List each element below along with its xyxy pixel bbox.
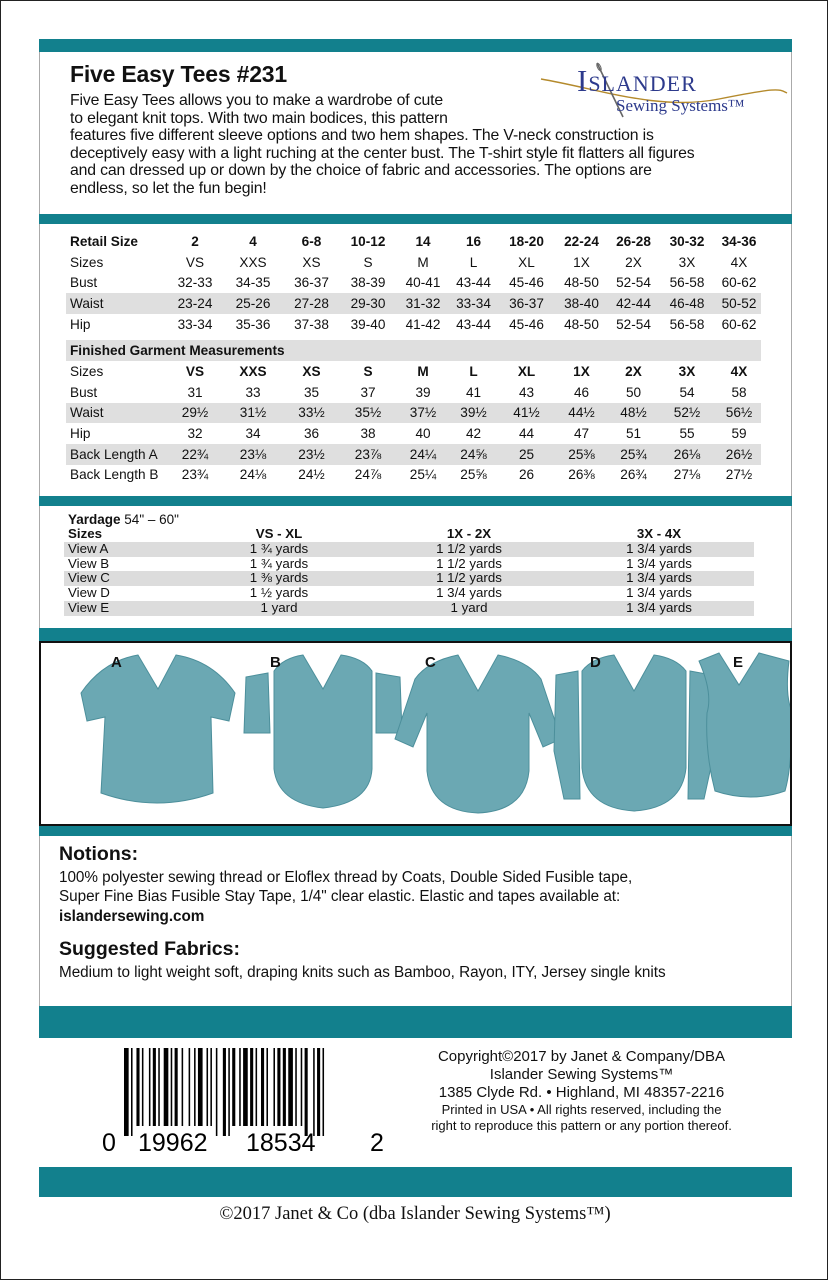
yardage-body — [64, 527, 754, 616]
finished-garment-title: Finished Garment Measurements — [66, 340, 761, 361]
table-cell: 46-48 — [657, 293, 713, 314]
table-cell: 1 3/4 yards — [436, 585, 502, 601]
table-cell: 32 — [187, 426, 203, 442]
table-cell: 23¾ — [181, 467, 209, 483]
table-row — [66, 252, 761, 273]
view-c-shirt — [395, 655, 561, 813]
table-cell: 50-52 — [713, 293, 761, 314]
islander-logo — [539, 59, 789, 121]
intro-line: deceptively easy with a light ruching at the center bust. The T-shirt style fit flatters all figures — [70, 144, 695, 162]
barcode-digits-left: 19962 — [138, 1129, 208, 1157]
table-cell: 48-50 — [564, 316, 599, 332]
table-cell: XS — [302, 254, 321, 270]
row-label: Bust — [70, 275, 98, 291]
table-cell: 39½ — [447, 403, 496, 424]
table-cell: 36-37 — [294, 275, 329, 291]
barcode-bar — [243, 1048, 248, 1126]
fabric-width: 54" – 60" — [124, 512, 179, 527]
band-4 — [39, 628, 792, 641]
table-cell: 1 1/2 yards — [436, 555, 502, 571]
notions-heading: Notions: — [59, 843, 139, 865]
table-cell: 23⅞ — [337, 444, 395, 465]
table-cell: 2X — [625, 363, 642, 379]
table-cell: 36-37 — [496, 293, 553, 314]
table-cell: XL — [517, 363, 536, 379]
table-cell: 50 — [625, 384, 642, 400]
table-cell: 1 3/4 yards — [626, 555, 692, 571]
table-cell: 1 3/4 yards — [564, 571, 754, 586]
table-row — [66, 382, 761, 403]
table-cell: 26½ — [713, 444, 761, 465]
table-cell: 31-32 — [395, 293, 447, 314]
table-cell: 2 — [191, 233, 199, 249]
table-row — [66, 272, 761, 293]
table-cell: 1X - 2X — [446, 526, 492, 541]
barcode-bar — [283, 1048, 286, 1126]
table-cell: 24¼ — [395, 444, 447, 465]
copyright-line: Islander Sewing Systems™ — [489, 1066, 674, 1083]
table-cell: 1 yard — [184, 601, 374, 616]
table-row — [66, 403, 761, 424]
barcode-bar — [136, 1048, 139, 1126]
rights-line: right to reproduce this pattern or any portion thereof. — [431, 1118, 732, 1133]
table-cell: 56-58 — [669, 316, 705, 332]
table-cell: 31½ — [220, 403, 282, 424]
table-cell: 35-36 — [235, 316, 271, 332]
barcode-bar — [232, 1048, 235, 1126]
table-cell: 44½ — [553, 403, 606, 424]
yardage-table — [64, 527, 754, 616]
table-cell: 24⅝ — [447, 444, 496, 465]
table-cell: 1X — [573, 254, 590, 270]
table-cell: 6-8 — [301, 233, 322, 249]
barcode-bar — [250, 1048, 253, 1126]
yardage-heading — [68, 512, 179, 527]
table-cell: M — [417, 254, 429, 270]
row-label: Hip — [70, 426, 91, 442]
table-cell: XS — [302, 363, 321, 379]
table-cell: 1 ½ yards — [249, 585, 309, 601]
table-cell: 52½ — [657, 403, 713, 424]
barcode-bar — [256, 1048, 258, 1126]
intro-line: features five different sleeve options and two hem shapes. The V-neck construction is — [70, 127, 654, 145]
table-cell: 1 ¾ yards — [249, 555, 309, 571]
table-cell: 45-46 — [509, 316, 544, 332]
table-cell: 37½ — [395, 403, 447, 424]
table-cell: 4X — [730, 363, 748, 379]
table-cell: VS — [185, 254, 205, 270]
table-cell: 43 — [518, 384, 535, 400]
table-cell: M — [417, 363, 429, 379]
notions-line: Super Fine Bias Fusible Stay Tape, 1/4" clear elastic. Elastic and tapes available at: — [59, 888, 621, 906]
view-label-c: C — [425, 654, 436, 671]
barcode-bar — [228, 1048, 230, 1136]
table-cell: 35 — [303, 384, 320, 400]
band-5 — [39, 826, 792, 836]
table-cell: 23½ — [282, 444, 337, 465]
table-cell: 3X - 4X — [636, 526, 682, 541]
table-row — [66, 231, 761, 252]
view-label-e: E — [733, 654, 744, 671]
pattern-title: Five Easy Tees #231 — [70, 61, 287, 87]
row-label: View D — [68, 585, 110, 601]
table-cell: 45-46 — [509, 275, 544, 291]
row-label: Back Length B — [70, 467, 159, 483]
top-band — [39, 39, 792, 52]
table-cell: 52-54 — [616, 275, 651, 291]
table-cell: 41½ — [496, 403, 553, 424]
table-row — [66, 293, 761, 314]
table-cell: 44 — [518, 426, 535, 442]
table-cell: 1 3/4 yards — [626, 585, 692, 601]
table-cell: VS — [185, 363, 205, 379]
table-cell: 42-44 — [606, 293, 657, 314]
table-cell: 27⅛ — [673, 467, 701, 483]
table-cell: L — [469, 254, 478, 270]
barcode-bar — [198, 1048, 203, 1126]
view-label-b: B — [270, 654, 281, 671]
table-cell: 51 — [625, 426, 642, 442]
table-cell: L — [469, 363, 478, 379]
table-cell: 39-40 — [350, 316, 386, 332]
table-cell: 25¾ — [606, 444, 657, 465]
table-cell: XXS — [239, 363, 267, 379]
table-cell: 30-32 — [669, 233, 705, 249]
band-3 — [39, 496, 792, 506]
table-cell: 26-28 — [616, 233, 651, 249]
table-row — [66, 423, 761, 444]
barcode-bar — [194, 1048, 196, 1126]
table-row — [64, 586, 754, 601]
table-cell: VS - XL — [255, 526, 303, 541]
table-cell: 60-62 — [721, 275, 757, 291]
table-cell: 33 — [245, 384, 261, 400]
table-cell: 27½ — [725, 467, 753, 483]
barcode-bar — [216, 1048, 218, 1136]
table-cell: 29-30 — [337, 293, 395, 314]
barcode-bar — [158, 1048, 160, 1126]
measurements-table — [66, 231, 761, 485]
table-cell: 38 — [360, 426, 376, 442]
table-cell: 41 — [465, 384, 482, 400]
table-cell: 4X — [730, 254, 748, 270]
table-cell: 29½ — [166, 403, 220, 424]
logo-word-islander: Islander — [577, 63, 697, 98]
garment-views-panel — [39, 641, 792, 826]
table-cell: 39 — [415, 384, 431, 400]
table-cell: 24⅞ — [354, 467, 382, 483]
barcode-bar — [239, 1048, 241, 1126]
table-cell: 10-12 — [350, 233, 386, 249]
garment-illustrations — [41, 643, 790, 824]
table-row — [66, 361, 761, 382]
row-label: Back Length A — [66, 444, 166, 465]
barcode-bar — [266, 1048, 268, 1126]
row-label: Retail Size — [70, 233, 138, 249]
barcode-bar — [124, 1048, 129, 1136]
table-cell: 1 ⅜ yards — [184, 571, 374, 586]
table-cell: XL — [518, 254, 535, 270]
table-cell: 26⅛ — [657, 444, 713, 465]
table-cell: 4 — [249, 233, 257, 249]
table-cell: 58 — [731, 384, 747, 400]
table-cell: 46 — [573, 384, 590, 400]
row-label: Sizes — [70, 254, 104, 270]
view-e-shirt — [699, 653, 790, 797]
page-footer: ©2017 Janet & Co (dba Islander Sewing Systems™) — [219, 1204, 611, 1224]
table-row — [64, 601, 754, 616]
table-cell: 1X — [573, 363, 590, 379]
row-label: Sizes — [70, 363, 104, 379]
fabrics-text: Medium to light weight soft, draping knits such as Bamboo, Rayon, ITY, Jersey single knits — [59, 964, 666, 982]
table-cell: 23-24 — [166, 293, 220, 314]
table-cell: 25⅝ — [460, 467, 487, 483]
table-cell: 59 — [731, 426, 747, 442]
barcode-bar — [153, 1048, 156, 1126]
address-line: 1385 Clyde Rd. • Highland, MI 48357-2216 — [438, 1084, 725, 1101]
row-label: Hip — [70, 316, 91, 332]
barcode-bar — [323, 1048, 325, 1136]
table-cell: 56-58 — [669, 275, 705, 291]
rights-line: Printed in USA • All rights reserved, including the — [441, 1102, 722, 1117]
table-cell: 43-44 — [456, 316, 491, 332]
barcode-bar — [207, 1048, 209, 1126]
table-cell: 23⅛ — [220, 444, 282, 465]
barcode-bar — [288, 1048, 293, 1126]
table-row — [64, 571, 754, 586]
intro-line: to elegant knit tops. With two main bodices, this pattern — [70, 109, 448, 127]
table-cell: 1 1/2 yards — [374, 542, 564, 557]
table-cell: S — [363, 363, 373, 379]
table-cell: 37 — [360, 384, 376, 400]
row-label: View C — [64, 571, 184, 586]
table-cell: 55 — [679, 426, 695, 442]
table-row — [64, 542, 754, 557]
view-b-shirt — [244, 655, 402, 808]
barcode-digits-right: 18534 — [246, 1129, 316, 1157]
table-cell: 26 — [518, 467, 535, 483]
table-cell: 34-36 — [721, 233, 757, 249]
table-cell: 25¼ — [409, 467, 437, 483]
notions-line: 100% polyester sewing thread or Eloflex thread by Coats, Double Sided Fusible tape, — [59, 869, 633, 886]
barcode-bar — [164, 1048, 169, 1126]
row-label: View E — [64, 601, 184, 616]
barcode-bar — [175, 1048, 178, 1126]
table-cell: 34 — [245, 426, 261, 442]
retail-size-body — [66, 231, 761, 334]
table-cell: 24½ — [298, 467, 325, 483]
islander-website-link[interactable]: islandersewing.com — [59, 907, 205, 925]
table-cell: 35½ — [337, 403, 395, 424]
table-cell: 1 3/4 yards — [564, 601, 754, 616]
table-cell: 33½ — [282, 403, 337, 424]
row-label: View A — [64, 542, 184, 557]
table-cell: 3X — [678, 254, 696, 270]
table-cell: 1 ¾ yards — [184, 542, 374, 557]
view-label-a: A — [111, 654, 122, 671]
logo-word-sewing-systems: Sewing Systems™ — [616, 96, 745, 115]
barcode-bar — [317, 1048, 320, 1136]
table-cell: 36 — [303, 426, 320, 442]
table-cell: 18-20 — [509, 233, 544, 249]
row-label: Waist — [66, 293, 166, 314]
row-label: Waist — [66, 403, 166, 424]
table-cell: 38-40 — [553, 293, 606, 314]
copyright-line: Copyright©2017 by Janet & Company/DBA — [437, 1048, 726, 1065]
barcode-bar — [210, 1048, 212, 1126]
band-2 — [39, 214, 792, 224]
table-cell: 43-44 — [456, 275, 491, 291]
table-cell: 26⅜ — [568, 467, 595, 483]
view-d-shirt — [554, 655, 714, 811]
table-cell: 2X — [625, 254, 642, 270]
table-row — [66, 465, 761, 486]
table-cell: 25-26 — [220, 293, 282, 314]
barcode-bar — [142, 1048, 144, 1126]
upc-barcode — [94, 1046, 394, 1161]
table-cell: 25⅜ — [553, 444, 606, 465]
intro-line: endless, so let the fun begin! — [70, 179, 267, 197]
barcode-bar — [301, 1048, 303, 1126]
table-cell: 33-34 — [177, 316, 213, 332]
table-cell: 47 — [573, 426, 590, 442]
view-a-shirt — [81, 655, 235, 803]
yardage-title: Yardage — [68, 512, 121, 527]
table-cell: 37-38 — [294, 316, 329, 332]
table-cell: 31 — [187, 384, 203, 400]
barcode-bar — [189, 1048, 191, 1126]
barcode-bar — [313, 1048, 315, 1136]
notions-section — [59, 843, 779, 983]
table-cell: 1 1/2 yards — [374, 571, 564, 586]
barcode-bar — [261, 1048, 264, 1126]
table-cell: 25 — [496, 444, 553, 465]
copyright-block — [409, 1048, 754, 1134]
table-row — [66, 444, 761, 465]
table-cell: 1 3/4 yards — [564, 542, 754, 557]
table-cell: 22-24 — [564, 233, 599, 249]
table-cell: 42 — [465, 426, 482, 442]
table-cell: XXS — [239, 254, 267, 270]
table-cell: 38-39 — [350, 275, 386, 291]
table-cell: 33-34 — [447, 293, 496, 314]
table-cell: 26¾ — [620, 467, 647, 483]
table-cell: 40 — [415, 426, 431, 442]
table-row — [66, 314, 761, 335]
table-cell: 24⅛ — [239, 467, 267, 483]
table-cell: 56½ — [713, 403, 761, 424]
table-cell: 60-62 — [721, 316, 757, 332]
barcode-digit-lead: 0 — [102, 1129, 116, 1157]
barcode-bar — [277, 1048, 280, 1126]
barcode-bar — [182, 1048, 184, 1126]
table-cell: 48½ — [606, 403, 657, 424]
intro-line: and can dressed up or down by the choice of fabric and accessories. The options are — [70, 162, 652, 180]
view-label-d: D — [590, 654, 601, 671]
table-cell: 32-33 — [177, 275, 213, 291]
table-cell: 48-50 — [564, 275, 599, 291]
barcode-bar — [171, 1048, 173, 1126]
band-7 — [39, 1167, 792, 1197]
table-cell: 3X — [678, 363, 696, 379]
table-cell: 34-35 — [235, 275, 271, 291]
table-row — [64, 527, 754, 542]
table-cell: 27-28 — [282, 293, 337, 314]
table-cell: 40-41 — [405, 275, 441, 291]
intro-line: Five Easy Tees allows you to make a wardrobe of cute — [70, 92, 443, 109]
table-cell: 16 — [465, 233, 482, 249]
row-label: View B — [68, 555, 110, 571]
barcode-bar — [131, 1048, 133, 1136]
barcode-digit-check: 2 — [370, 1129, 384, 1157]
table-cell: 22¾ — [166, 444, 220, 465]
barcode-bar — [223, 1048, 226, 1136]
fabrics-heading: Suggested Fabrics: — [59, 938, 240, 961]
barcode-graphic — [94, 1046, 394, 1161]
table-cell: 41-42 — [405, 316, 441, 332]
finished-title-body — [66, 340, 761, 361]
table-cell: 14 — [415, 233, 431, 249]
table-cell: 1 yard — [374, 601, 564, 616]
barcode-bar — [149, 1048, 151, 1126]
table-row — [64, 557, 754, 572]
band-6 — [39, 1006, 792, 1038]
table-cell: 54 — [679, 384, 695, 400]
barcode-bar — [305, 1048, 308, 1136]
finished-garment-body — [66, 361, 761, 485]
barcode-bar — [295, 1048, 297, 1126]
row-label: Bust — [70, 384, 98, 400]
table-cell: 52-54 — [616, 316, 651, 332]
barcode-bar — [273, 1048, 275, 1126]
row-label: Sizes — [68, 526, 103, 541]
table-cell: S — [363, 254, 373, 270]
